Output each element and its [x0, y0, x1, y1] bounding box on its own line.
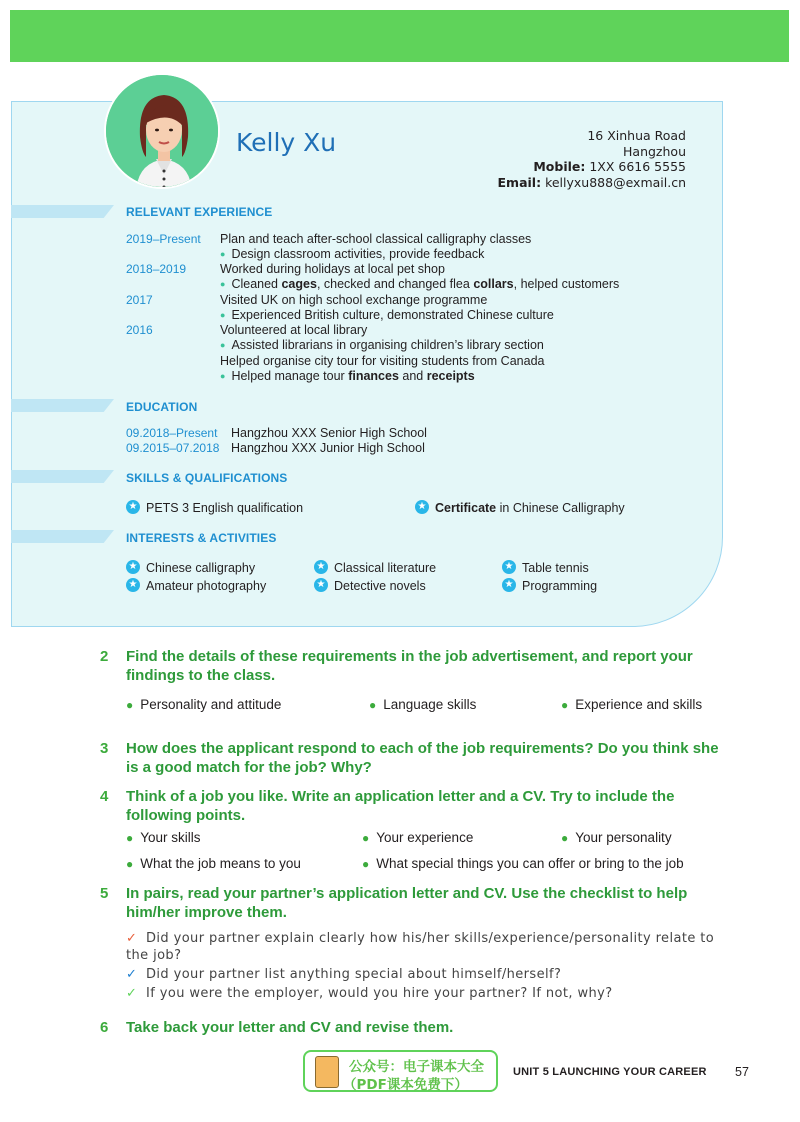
- interest-item: [314, 558, 436, 576]
- exp-date: 2018–2019: [126, 262, 187, 276]
- checkmark-icon: ✓: [126, 967, 138, 982]
- exp-bullet-text: , helped customers: [513, 277, 620, 291]
- star-icon: [314, 560, 328, 574]
- exp-bullet-bold: cages: [281, 277, 317, 291]
- bullet-dot-icon: ●: [369, 698, 377, 712]
- interest-text: Table tennis: [522, 561, 589, 575]
- exp-bullet-text: Design classroom activities, provide feedback: [231, 247, 485, 261]
- exp-bullet-text: and: [398, 369, 427, 383]
- edu-school: Hangzhou XXX Junior High School: [231, 441, 425, 455]
- bullet-dot-icon: ●: [362, 857, 370, 871]
- exp-date: 2017: [126, 293, 153, 307]
- exp-bullet-text: Assisted librarians in organising children’s library section: [231, 338, 544, 352]
- top-color-bar: [10, 10, 789, 62]
- star-icon: [502, 578, 516, 592]
- requirement-point: [362, 830, 473, 845]
- star-icon: [126, 560, 140, 574]
- checkmark-icon: ✓: [126, 986, 138, 1001]
- question-text: How does the applicant respond to each of the job requirements? Do you think she is a good match for the job? Why?: [126, 740, 719, 776]
- exp-date: 2016: [126, 323, 153, 337]
- question-number: 2: [100, 648, 109, 665]
- exp-text: Helped organise city tour for visiting students from Canada: [220, 354, 545, 368]
- interest-text: Chinese calligraphy: [146, 561, 256, 575]
- skills-heading: SKILLS & QUALIFICATIONS: [126, 471, 288, 485]
- mobile-line: [498, 159, 686, 175]
- star-icon: [126, 500, 140, 514]
- exp-bullet-text: Helped manage tour: [231, 369, 349, 383]
- exp-text: Plan and teach after-school classical calligraphy classes: [220, 232, 532, 246]
- interest-text: Amateur photography: [146, 579, 267, 593]
- education-heading: EDUCATION: [126, 400, 198, 414]
- exp-bullet: [220, 277, 619, 293]
- interest-text: Detective novels: [334, 579, 426, 593]
- interest-item: [314, 576, 426, 594]
- star-icon: [502, 560, 516, 574]
- bullet-dot-icon: ●: [561, 698, 569, 712]
- section-band: [11, 205, 114, 218]
- interest-text: Programming: [522, 579, 598, 593]
- contact-block: [498, 128, 686, 190]
- point-text: Language skills: [383, 697, 477, 712]
- address-line-1: 16 Xinhua Road: [587, 128, 686, 143]
- star-icon: [314, 578, 328, 592]
- mobile-number: 1XX 6616 5555: [585, 159, 686, 174]
- checklist-text: Did your partner list anything special about himself/herself?: [146, 967, 562, 982]
- mobile-label: Mobile:: [533, 159, 586, 174]
- exp-date: 2019–Present: [126, 232, 201, 246]
- requirement-point: [126, 856, 301, 871]
- point-text: Your experience: [376, 830, 474, 845]
- exp-text: Volunteered at local library: [220, 323, 368, 337]
- section-band: [11, 399, 114, 412]
- exp-bullet-text: Cleaned: [231, 277, 282, 291]
- bullet-dot-icon: ●: [220, 279, 226, 289]
- exp-bullet-text: , checked and changed flea: [316, 277, 474, 291]
- checkmark-icon: ✓: [126, 931, 138, 946]
- requirement-point: [126, 830, 201, 845]
- requirement-point: [561, 830, 672, 845]
- bullet-dot-icon: ●: [220, 340, 226, 350]
- point-text: Your skills: [140, 830, 201, 845]
- exp-bullet-bold: finances: [348, 369, 399, 383]
- checklist-item: [126, 985, 716, 1002]
- bullet-dot-icon: ●: [220, 310, 226, 320]
- bullet-dot-icon: ●: [220, 249, 226, 259]
- point-text: What special things you can offer or bring to the job: [376, 856, 684, 871]
- requirement-point: [369, 697, 476, 712]
- badge-line-1: 公众号：电子课本大全: [349, 1059, 484, 1075]
- section-band: [11, 530, 114, 543]
- applicant-name: Kelly Xu: [236, 128, 337, 157]
- interest-item: [126, 576, 266, 594]
- question-text: Take back your letter and CV and revise them.: [126, 1019, 454, 1036]
- skill-text: PETS 3 English qualification: [146, 501, 304, 515]
- unit-label: UNIT 5 LAUNCHING YOUR CAREER: [513, 1066, 707, 1078]
- edu-date: 09.2018–Present: [126, 426, 218, 440]
- checklist-item: [126, 966, 716, 983]
- checklist-item: [126, 930, 716, 964]
- exp-bullet-bold: receipts: [426, 369, 475, 383]
- question-number: 3: [100, 740, 109, 757]
- requirement-point: [126, 697, 281, 712]
- book-icon: [315, 1056, 339, 1088]
- bullet-dot-icon: ●: [126, 831, 134, 845]
- page-number: 57: [735, 1065, 749, 1079]
- point-text: Personality and attitude: [140, 697, 282, 712]
- badge-line-2: （PDF课本免费下）: [343, 1077, 468, 1093]
- interest-item: [126, 558, 255, 576]
- exp-bullet-bold: collars: [473, 277, 514, 291]
- skill-text: in Chinese Calligraphy: [496, 501, 625, 515]
- exp-text: Visited UK on high school exchange programme: [220, 293, 488, 307]
- question-text: Find the details of these requirements in the job advertisement, and report your findings to the class.: [126, 648, 693, 684]
- interest-item: [502, 558, 589, 576]
- interests-heading: INTERESTS & ACTIVITIES: [126, 531, 277, 545]
- edu-date: 09.2015–07.2018: [126, 441, 220, 455]
- exp-bullet: [220, 338, 544, 354]
- interest-text: Classical literature: [334, 561, 437, 575]
- point-text: Experience and skills: [575, 697, 703, 712]
- email-line: [498, 175, 686, 191]
- section-band: [11, 470, 114, 483]
- star-icon: [415, 500, 429, 514]
- exp-bullet-text: Experienced British culture, demonstrated Chinese culture: [231, 308, 554, 322]
- exp-bullet: [220, 308, 554, 324]
- skill-item: [126, 498, 303, 516]
- bullet-dot-icon: ●: [126, 698, 134, 712]
- bullet-dot-icon: ●: [561, 831, 569, 845]
- exp-bullet: [220, 247, 484, 263]
- point-text: What the job means to you: [140, 856, 301, 871]
- checklist-text: Did your partner explain clearly how his/her skills/experience/personality relate to the job?: [126, 931, 715, 963]
- checklist-text: If you were the employer, would you hire your partner? If not, why?: [146, 986, 613, 1001]
- interest-item: [502, 576, 597, 594]
- skill-bold: Certificate: [435, 501, 497, 515]
- profile-avatar: [104, 73, 220, 189]
- bullet-dot-icon: ●: [126, 857, 134, 871]
- email-address: kellyxu888@exmail.cn: [541, 174, 686, 190]
- star-icon: [126, 578, 140, 592]
- question-number: 4: [100, 788, 109, 805]
- address-line-2: Hangzhou: [623, 143, 686, 159]
- requirement-point: [362, 856, 684, 871]
- question-number: 5: [100, 885, 109, 902]
- exp-bullet: [220, 369, 475, 385]
- requirement-point: [561, 697, 702, 712]
- question-number: 6: [100, 1019, 109, 1036]
- email-label: Email:: [497, 174, 542, 190]
- question-text: Think of a job you like. Write an application letter and a CV. Try to include the following points.: [126, 788, 675, 824]
- question-text: In pairs, read your partner’s application letter and CV. Use the checklist to help him/her improve them.: [126, 885, 688, 921]
- edu-school: Hangzhou XXX Senior High School: [231, 426, 427, 440]
- experience-heading: RELEVANT EXPERIENCE: [126, 205, 273, 219]
- exp-text: Worked during holidays at local pet shop: [220, 262, 445, 276]
- watermark-badge: [303, 1050, 498, 1092]
- bullet-dot-icon: ●: [362, 831, 370, 845]
- woman-portrait-icon: [106, 75, 220, 189]
- bullet-dot-icon: ●: [220, 371, 226, 381]
- point-text: Your personality: [575, 830, 672, 845]
- skill-item: [415, 498, 625, 516]
